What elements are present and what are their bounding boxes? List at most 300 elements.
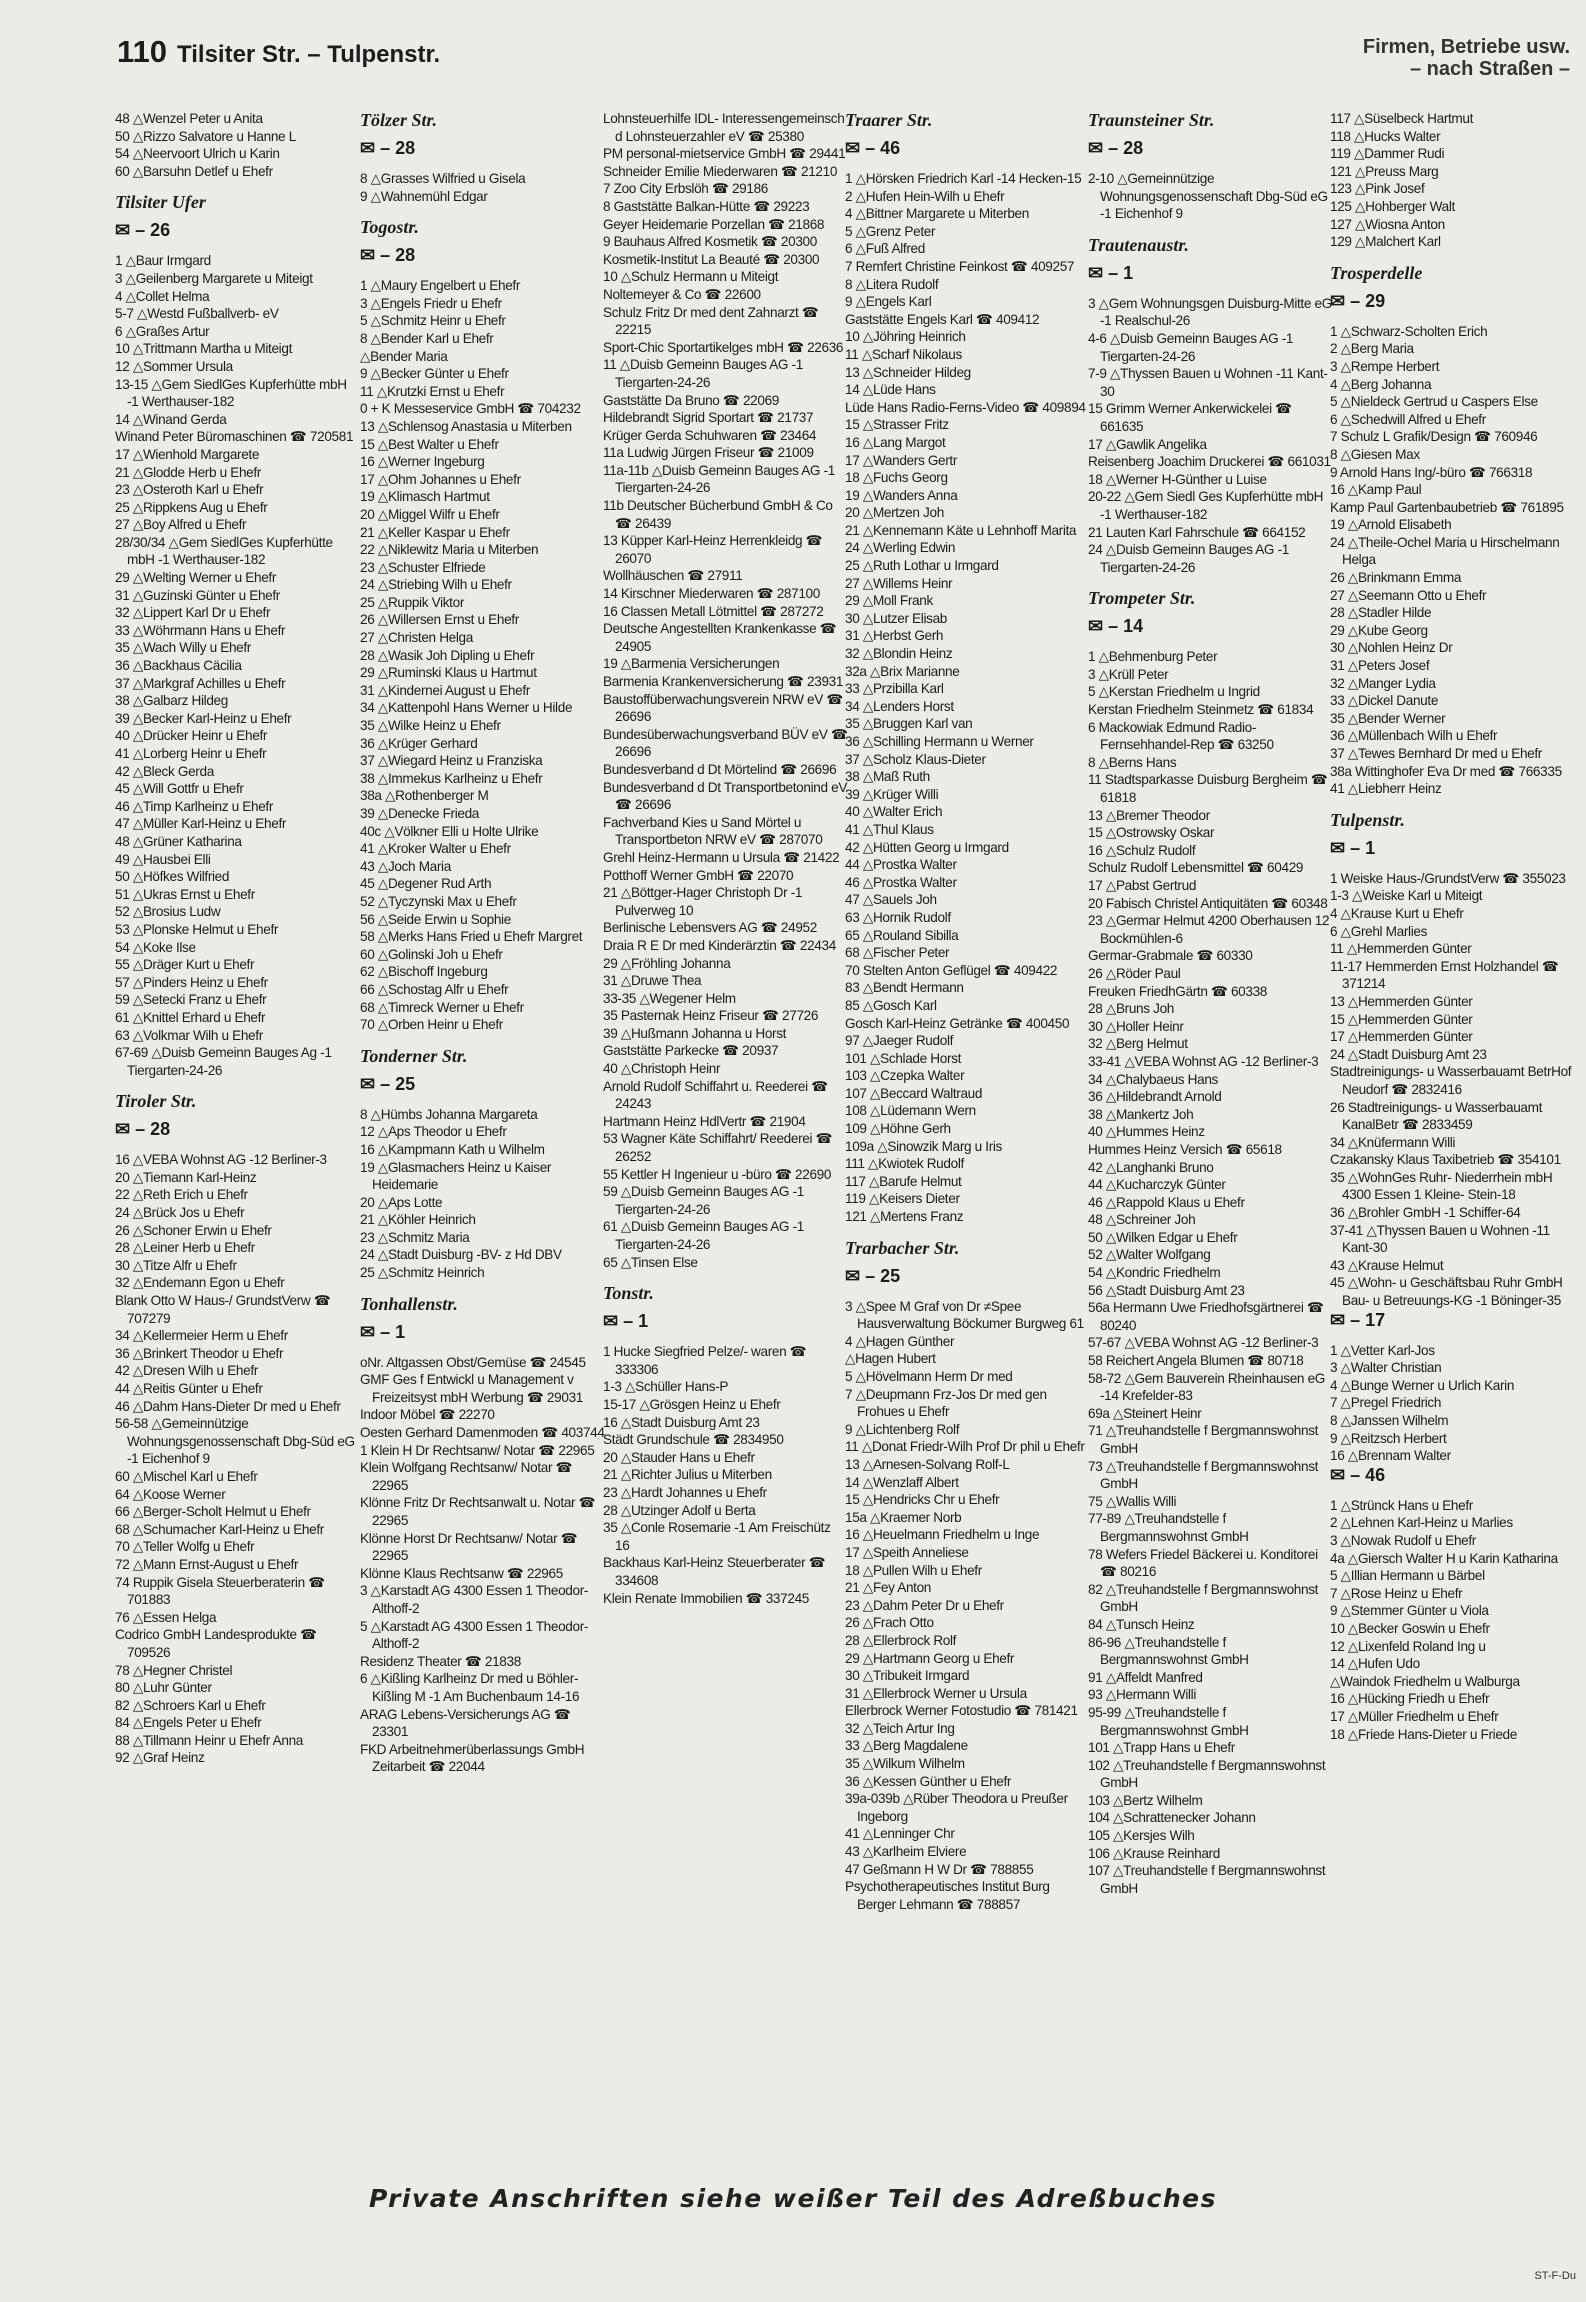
directory-entry: Geyer Heidemarie Porzellan ☎ 21868 (603, 216, 825, 232)
directory-entry: 32 △Lippert Karl Dr u Ehefr (115, 605, 271, 621)
directory-entry: 105 △Kersjes Wilh (1088, 1828, 1195, 1844)
directory-entry: 1 △Maury Engelbert u Ehefr (360, 278, 521, 294)
directory-entry: 8 △Hümbs Johanna Margareta (360, 1106, 538, 1122)
column-1 (115, 110, 360, 1767)
directory-entry: Deutsche Angestellten Krankenkasse ☎ 24905 (603, 621, 837, 654)
directory-entry: 11 △Krutzki Ernst u Ehefr (360, 383, 505, 399)
directory-entry: 36 △Backhaus Cäcilia (115, 658, 242, 674)
directory-entry: 76 △Essen Helga (115, 1609, 217, 1625)
directory-entry: Schneider Emilie Miederwaren ☎ 21210 (603, 163, 838, 179)
directory-entry: 30 △Nohlen Heinz Dr (1330, 640, 1453, 656)
directory-entry: 28 △Ellerbrock Rolf (845, 1632, 957, 1648)
section-heading (1363, 36, 1570, 80)
directory-entry: 48 △Grüner Katharina (115, 833, 242, 849)
directory-entry: 29 △Fröhling Johanna (603, 955, 731, 971)
directory-entry: 109 △Höhne Gerh (845, 1121, 951, 1137)
directory-entry: 24 △Brück Jos u Ehefr (115, 1205, 245, 1221)
directory-entry: 1 Hucke Siegfried Pelze/- waren ☎ 333306 (603, 1344, 807, 1377)
directory-entry: Barmenia Krankenversicherung ☎ 23931 (603, 674, 844, 689)
directory-entry: 101 △Schlade Horst (845, 1050, 961, 1066)
postal-district: ✉ – 46 (845, 138, 901, 158)
directory-entry: 38 △Mankertz Joh (1088, 1106, 1194, 1122)
directory-entry: 56 △Stadt Duisburg Amt 23 (1088, 1282, 1245, 1298)
directory-entry: 41 △Lorberg Heinr u Ehefr (115, 746, 267, 761)
directory-entry: 35 △WohnGes Ruhr- Niederrhein mbH 4300 Essen 1 Kleine- Stein-18 (1330, 1169, 1553, 1203)
street-name: Togostr. (360, 217, 419, 238)
directory-entry: 40 △Hummes Heinz (1088, 1124, 1205, 1140)
directory-entry: 32 △Manger Lydia (1330, 675, 1436, 691)
directory-entry: 73 △Treuhandstelle f Bergmannswohnst GmbH (1088, 1458, 1319, 1492)
postal-district: ✉ – 25 (845, 1265, 901, 1286)
directory-entry: Noltemeyer & Co ☎ 22600 (603, 286, 761, 302)
print-mark: ST-F-Du (1534, 2270, 1576, 2282)
directory-entry: 58 Reichert Angela Blumen ☎ 80718 (1088, 1353, 1304, 1369)
directory-entry: 37-41 △Thyssen Bauen u Wohnen -11 Kant-30 (1330, 1222, 1550, 1256)
directory-entry: 10 △Schulz Hermann u Miteigt (603, 269, 779, 285)
directory-entry: 11b Deutscher Bücherbund GmbH & Co ☎ 26439 (603, 498, 833, 531)
directory-entry: 38 △Immekus Karlheinz u Ehefr (360, 770, 543, 786)
directory-entry: 65 △Tinsen Else (603, 1254, 698, 1270)
directory-entry: 6 △Grehl Marlies (1330, 923, 1428, 939)
directory-entry: 2 △Berg Maria (1330, 341, 1414, 357)
directory-entry: 32 △Blondin Heinz (845, 646, 953, 662)
directory-entry: 14 Kirschner Miederwaren ☎ 287100 (603, 586, 820, 602)
directory-entry: 7 △Pregel Friedrich (1330, 1395, 1442, 1411)
directory-entry: 31 △Kindernei August u Ehefr (360, 682, 530, 698)
directory-entry: 34 △Kellermeier Herm u Ehefr (115, 1328, 288, 1344)
directory-entry: 20 △Mertzen Joh (845, 505, 944, 521)
postal-district: ✉ – 29 (1330, 290, 1386, 311)
directory-entry: 6 Mackowiak Edmund Radio- Fernsehhandel-Rep ☎ 63250 (1088, 719, 1274, 753)
postal-district: ✉ – 25 (360, 1073, 416, 1094)
postal-district: ✉ – 28 (115, 1119, 171, 1140)
directory-entry: 21 △Glodde Herb u Ehefr (115, 464, 261, 480)
directory-entry: 32 △Teich Artur Ing (845, 1720, 955, 1736)
directory-entry: 33-41 △VEBA Wohnst AG -12 Berliner-3 (1088, 1053, 1319, 1069)
column-3 (603, 110, 848, 1607)
street-name: Tonhallenstr. (360, 1293, 458, 1314)
directory-entry: 36 △Krüger Gerhard (360, 735, 478, 751)
directory-entry: 39 △Krüger Willi (845, 786, 939, 802)
directory-entry: 13 △Bremer Theodor (1088, 807, 1210, 823)
directory-entry: 31 △Guzinski Günter u Ehefr (115, 587, 280, 603)
directory-entry: 37 △Scholz Klaus-Dieter (845, 751, 986, 767)
directory-entry: 16 Classen Metall Lötmittel ☎ 287272 (603, 603, 824, 619)
directory-entry: Klönne Fritz Dr Rechtsanwalt u. Notar ☎ 22965 (360, 1495, 596, 1528)
directory-entry: 24 △Stadt Duisburg Amt 23 (1330, 1046, 1487, 1062)
directory-entry: 27 △Willems Heinr (845, 575, 953, 591)
directory-entry: 88 △Tillmann Heinr u Ehefr Anna (115, 1732, 304, 1748)
directory-entry: 20 Fabisch Christel Antiquitäten ☎ 60348 (1088, 895, 1328, 911)
street-name: Tonstr. (603, 1283, 654, 1304)
directory-entry: 3 △Krüll Peter (1088, 666, 1169, 682)
directory-entry: 71 △Treuhandstelle f Bergmannswohnst GmbH (1088, 1423, 1319, 1456)
directory-entry: 15 △Strasser Fritz (845, 417, 949, 433)
directory-entry: 53 △Plonske Helmut u Ehefr (115, 921, 279, 937)
directory-entry: 13 Küpper Karl-Heinz Herrenkleidg ☎ 26070 (603, 533, 823, 566)
directory-entry: 5 △Nieldeck Gertrud u Caspers Else (1330, 394, 1538, 410)
directory-entry: 1-3 △Weiske Karl u Miteigt (1330, 888, 1483, 904)
directory-entry: 24 △Werling Edwin (845, 540, 956, 556)
directory-entry: 26 △Schoner Erwin u Ehefr (115, 1222, 272, 1238)
directory-entry: 17 △Speith Anneliese (845, 1544, 969, 1560)
directory-entry: 1 △Hörsken Friedrich Karl -14 Hecken-15 (845, 171, 1082, 186)
directory-entry: 24 △Duisb Gemeinn Bauges AG -1 Tiergarten-24-26 (1088, 542, 1289, 575)
directory-entry: 26 △Röder Paul (1088, 965, 1181, 981)
directory-entry: 57-67 △VEBA Wohnst AG -12 Berliner-3 (1088, 1335, 1319, 1351)
directory-entry: Schulz Fritz Dr med dent Zahnarzt ☎ 22215 (603, 304, 819, 338)
directory-entry: 26 Stadtreinigungs- u Wasserbauamt KanalBetr ☎ 2833459 (1330, 1099, 1543, 1133)
directory-entry: 58 △Merks Hans Fried u Ehefr Margret (360, 929, 583, 945)
directory-entry: 35 △Wilkum Wilhelm (845, 1756, 965, 1772)
directory-entry: 4 △Berg Johanna (1330, 376, 1432, 392)
directory-entry: 77-89 △Treuhandstelle f Bergmannswohnst GmbH (1088, 1511, 1249, 1544)
directory-entry: 8 △Bender Karl u Ehefr (360, 330, 494, 346)
directory-entry: 117 △Barufe Helmut (845, 1173, 962, 1189)
directory-entry: 5 △Karstadt AG 4300 Essen 1 Theodor-Althoff-2 (360, 1618, 589, 1652)
directory-entry: 22 △Reth Erich u Ehefr (115, 1187, 248, 1203)
directory-entry: 17 △Müller Friedhelm u Ehefr (1330, 1708, 1499, 1724)
directory-entry: 33 △Przibilla Karl (845, 681, 944, 697)
directory-entry: 40c △Völkner Elli u Holte Ulrike (360, 823, 539, 839)
directory-entry: 34 △Lenders Horst (845, 698, 954, 714)
directory-entry: 9 △Lichtenberg Rolf (845, 1421, 960, 1437)
directory-entry: 32a △Brix Marianne (845, 663, 960, 679)
column-2 (360, 110, 605, 1776)
directory-entry: 20 △Tiemann Karl-Heinz (115, 1169, 257, 1185)
directory-entry: Draia R E Dr med Kinderärztin ☎ 22434 (603, 937, 836, 953)
directory-entry: 41 △Lenninger Chr (845, 1826, 955, 1842)
directory-entry: 42 △Bleck Gerda (115, 763, 214, 779)
directory-entry: 25 △Rippkens Aug u Ehefr (115, 499, 268, 515)
directory-entry: Klein Renate Immobilien ☎ 337245 (603, 1590, 809, 1606)
directory-entry: 29 △Hartmann Georg u Ehefr (845, 1650, 1015, 1666)
directory-entry: 72 △Mann Ernst-August u Ehefr (115, 1556, 299, 1572)
postal-district: ✉ – 46 (1330, 1464, 1386, 1485)
directory-entry: 6 △Kißling Karlheinz Dr med u Böhler-Kißling M -1 Am Buchenbaum 14-16 (360, 1671, 580, 1704)
directory-entry: 39 △Denecke Frieda (360, 806, 480, 821)
directory-entry: 8 △Janssen Wilhelm (1330, 1413, 1449, 1428)
directory-entry: 84 △Engels Peter u Ehefr (115, 1715, 262, 1731)
directory-entry: 7 Remfert Christine Feinkost ☎ 409257 (845, 258, 1075, 274)
directory-entry: 41 △Liebherr Heinz (1330, 781, 1442, 797)
directory-entry: 129 △Malchert Karl (1330, 234, 1441, 250)
directory-entry: 42 △Langhanki Bruno (1088, 1159, 1214, 1175)
directory-entry: 84 △Tunsch Heinz (1088, 1616, 1195, 1632)
directory-entry: Städt Grundschule ☎ 2834950 (603, 1432, 784, 1448)
directory-entry: 9 △Wahnemühl Edgar (360, 188, 488, 204)
directory-entry: 23 △Hardt Johannes u Ehefr (603, 1484, 767, 1500)
directory-entry: 13 △Arnesen-Solvang Rolf-L (845, 1456, 1010, 1472)
directory-entry: 36 △Brohler GmbH -1 Schiffer-64 (1330, 1205, 1521, 1221)
directory-entry: 3 △Karstadt AG 4300 Essen 1 Theodor-Althoff-2 (360, 1583, 589, 1616)
directory-entry: 43 △Joch Maria (360, 858, 451, 874)
directory-entry: 95-99 △Treuhandstelle f Bergmannswohnst GmbH (1088, 1704, 1249, 1738)
directory-entry: 75 △Wallis Willi (1088, 1493, 1177, 1509)
directory-entry: Kerstan Friedhelm Steinmetz ☎ 61834 (1088, 702, 1314, 718)
street-name: Tilsiter Ufer (115, 192, 206, 213)
directory-entry: 17 △Wanders Gertr (845, 452, 958, 468)
directory-entry: 1-3 △Schüller Hans-P (603, 1379, 729, 1395)
street-name: Trosperdelle (1330, 262, 1423, 283)
directory-entry: Schulz Rudolf Lebensmittel ☎ 60429 (1088, 860, 1304, 876)
column-6 (1330, 110, 1575, 1743)
directory-entry: 64 △Koose Werner (115, 1486, 226, 1502)
directory-entry: 33 △Berg Magdalene (845, 1738, 968, 1754)
directory-entry: 52 △Brosius Ludw (115, 904, 221, 920)
directory-entry: 60 △Barsuhn Detlef u Ehefr (115, 163, 273, 179)
directory-entry: 45 △Will Gottfr u Ehefr (115, 781, 244, 797)
directory-entry: 82 △Treuhandstelle f Bergmannswohnst GmbH (1088, 1581, 1319, 1615)
directory-entry: 21 △Keller Kaspar u Ehefr (360, 524, 510, 540)
directory-entry: 3 △Nowak Rudolf u Ehefr (1330, 1532, 1476, 1548)
directory-entry: 20 △Stauder Hans u Ehefr (603, 1449, 755, 1465)
directory-entry: Fachverband Kies u Sand Mörtel u Transportbeton NRW eV ☎ 287070 (603, 814, 823, 848)
directory-entry: 24 △Theile-Ochel Maria u Hirschelmann Helga (1330, 534, 1560, 568)
directory-entry: 12 △Sommer Ursula (115, 358, 233, 374)
directory-entry: oNr. Altgassen Obst/Gemüse ☎ 24545 (360, 1354, 586, 1370)
directory-entry: 63 △Volkmar Wilh u Ehefr (115, 1027, 263, 1043)
directory-entry: 44 △Prostka Walter (845, 857, 957, 873)
directory-entry: 25 △Schmitz Heinrich (360, 1265, 485, 1281)
directory-entry: Ellerbrock Werner Fotostudio ☎ 781421 (845, 1703, 1078, 1719)
directory-entry: 1 Klein H Dr Rechtsanw/ Notar ☎ 22965 (360, 1442, 595, 1458)
directory-entry: 48 △Wenzel Peter u Anita (115, 111, 263, 126)
directory-entry: 16 △Hücking Friedh u Ehefr (1330, 1691, 1490, 1707)
directory-entry: 61 △Duisb Gemeinn Bauges AG -1 Tiergarten-24-26 (603, 1219, 804, 1252)
directory-entry: 9 △Becker Günter u Ehefr (360, 366, 509, 382)
directory-entry: Indoor Möbel ☎ 22270 (360, 1407, 495, 1423)
street-name: Tölzer Str. (360, 110, 438, 130)
directory-entry: 19 △Wanders Anna (845, 487, 958, 503)
directory-entry: 19 △Arnold Elisabeth (1330, 517, 1452, 533)
directory-entry: 48 △Schreiner Joh (1088, 1212, 1196, 1228)
directory-entry: 27 △Seemann Otto u Ehefr (1330, 587, 1487, 603)
directory-entry: 65 △Rouland Sibilla (845, 927, 959, 943)
directory-entry: 35 △Wilke Heinz u Ehefr (360, 718, 501, 734)
directory-entry: 91 △Affeldt Manfred (1088, 1669, 1203, 1685)
directory-entry: Residenz Theater ☎ 21838 (360, 1653, 521, 1669)
directory-entry: Backhaus Karl-Heinz Steuerberater ☎ 334608 (603, 1555, 826, 1588)
directory-entry: 9 △Stemmer Günter u Viola (1330, 1603, 1489, 1619)
directory-entry: 54 △Neervoort Ulrich u Karin (115, 146, 280, 162)
directory-entry: 25 △Ruth Lothar u Irmgard (845, 558, 999, 574)
directory-entry: 11 △Donat Friedr-Wilh Prof Dr phil u Ehefr (845, 1439, 1085, 1455)
directory-entry: 26 △Frach Otto (845, 1615, 934, 1631)
directory-entry: 67-69 △Duisb Gemeinn Bauges Ag -1 Tiergarten-24-26 (115, 1045, 332, 1078)
directory-entry: Codrico GmbH Landesprodukte ☎ 709526 (115, 1627, 317, 1660)
directory-entry: 46 △Rappold Klaus u Ehefr (1088, 1194, 1245, 1210)
postal-district: ✉ – 28 (360, 245, 416, 266)
directory-entry: 47 △Sauels Joh (845, 892, 937, 908)
directory-entry: 118 △Hucks Walter (1330, 128, 1441, 144)
directory-entry: Gaststätte Parkecke ☎ 20937 (603, 1043, 779, 1059)
directory-entry: 54 △Kondric Friedhelm (1088, 1265, 1221, 1281)
directory-entry: 15-17 △Grösgen Heinz u Ehefr (603, 1396, 781, 1412)
directory-entry: 61 △Knittel Erhard u Ehefr (115, 1009, 266, 1025)
directory-entry: 13 △Schneider Hildeg (845, 364, 971, 380)
directory-entry: 46 △Dahm Hans-Dieter Dr med u Ehefr (115, 1398, 341, 1414)
directory-entry: 37 △Markgraf Achilles u Ehefr (115, 675, 286, 691)
directory-entry: 1 △Vetter Karl-Jos (1330, 1342, 1435, 1358)
postal-district: ✉ – 28 (1088, 138, 1144, 158)
directory-entry: △Hagen Hubert (845, 1351, 936, 1367)
directory-entry: 12 △Lixenfeld Roland Ing u (1330, 1638, 1486, 1654)
column-4 (845, 110, 1090, 1913)
directory-entry: 8 △Berns Hans (1088, 754, 1177, 770)
directory-entry: 119 △Dammer Rudi (1330, 146, 1445, 162)
street-name: Traunsteiner Str. (1088, 110, 1215, 130)
page-header (117, 34, 440, 70)
directory-entry: 101 △Trapp Hans u Ehefr (1088, 1740, 1235, 1756)
directory-entry: 3 △Geilenberg Margarete u Miteigt (115, 270, 313, 286)
directory-entry: 16 △Stadt Duisburg Amt 23 (603, 1414, 760, 1430)
directory-entry: 21 △Köhler Heinrich (360, 1212, 476, 1228)
directory-entry: Berlinische Lebensvers AG ☎ 24952 (603, 920, 817, 936)
directory-entry: GMF Ges f Entwickl u Management v Freizeitsyst mbH Werbung ☎ 29031 (360, 1372, 583, 1405)
directory-entry: Lohnsteuerhilfe IDL- Interessengemeinsch d Lohnsteuerzahler eV ☎ 25380 (603, 111, 845, 144)
directory-entry: 22 △Niklewitz Maria u Miterben (360, 542, 539, 558)
directory-entry: Czakansky Klaus Taxibetrieb ☎ 354101 (1330, 1152, 1561, 1168)
directory-entry: 21 △Böttger-Hager Christoph Dr -1 Pulverweg 10 (603, 885, 803, 918)
directory-entry: 45 △Degener Rud Arth (360, 876, 492, 892)
directory-entry: 83 △Bendt Hermann (845, 980, 964, 996)
directory-entry: 107 △Beccard Waltraud (845, 1085, 983, 1101)
directory-entry: 56-58 △Gemeinnützige Wohnungsgenossenschaft Dbg-Süd eG -1 Eichenhof 9 (115, 1416, 355, 1467)
directory-entry: 106 △Krause Reinhard (1088, 1845, 1220, 1861)
postal-district: ✉ – 14 (1088, 616, 1144, 637)
street-name: Trautenaustr. (1088, 234, 1189, 255)
directory-entry: 3 △Spee M Graf von Dr ≠Spee Hausverwaltung Böckumer Burgweg 61 (845, 1298, 1084, 1332)
directory-entry: 18 △Friede Hans-Dieter u Friede (1330, 1726, 1517, 1742)
directory-entry: 27 △Boy Alfred u Ehefr (115, 517, 247, 533)
directory-entry: 36 △Müllenbach Wilh u Ehefr (1330, 728, 1498, 744)
directory-entry: 46 △Prostka Walter (845, 874, 957, 890)
directory-entry: Baustoffüberwachungsverein NRW eV ☎ 26696 (603, 691, 843, 725)
directory-entry: 33 △Dickel Danute (1330, 693, 1439, 709)
directory-entry: 30 △Lutzer Elisab (845, 610, 947, 626)
directory-entry: 1 △Baur Irmgard (115, 253, 211, 269)
directory-entry: 43 △Krause Helmut (1330, 1257, 1444, 1273)
directory-entry: 52 △Tyczynski Max u Ehefr (360, 893, 517, 909)
directory-entry: 121 △Preuss Marg (1330, 163, 1439, 179)
directory-entry: 39 △Becker Karl-Heinz u Ehefr (115, 710, 292, 726)
directory-entry: 1 △Schwarz-Scholten Erich (1330, 323, 1488, 339)
directory-entry: 9 △Reitzsch Herbert (1330, 1430, 1447, 1446)
directory-entry: 78 △Hegner Christel (115, 1662, 233, 1678)
directory-entry: 6 △Fuß Alfred (845, 241, 925, 257)
directory-entry: 15 △Ostrowsky Oskar (1088, 825, 1215, 841)
directory-entry: 35 Pasternak Heinz Friseur ☎ 27726 (603, 1008, 819, 1024)
directory-entry: 103 △Bertz Wilhelm (1088, 1792, 1203, 1808)
directory-entry: 4a △Giersch Walter H u Karin Katharina (1330, 1550, 1558, 1566)
directory-entry: 28/30/34 △Gem SiedlGes Kupferhütte mbH -1 Werthauser-182 (115, 534, 333, 568)
directory-entry: Klönne Horst Dr Rechtsanw/ Notar ☎ 22965 (360, 1530, 578, 1564)
directory-entry: Kamp Paul Gartenbaubetrieb ☎ 761895 (1330, 499, 1564, 515)
directory-entry: Klein Wolfgang Rechtsanw/ Notar ☎ 22965 (360, 1460, 573, 1493)
directory-entry: 20 △Aps Lotte (360, 1194, 443, 1210)
directory-entry: 9 Bauhaus Alfred Kosmetik ☎ 20300 (603, 234, 817, 250)
directory-entry: 97 △Jaeger Rudolf (845, 1033, 954, 1049)
directory-entry: 19 △Barmenia Versicherungen (603, 656, 780, 672)
directory-entry: 52 △Walter Wolfgang (1088, 1247, 1211, 1263)
directory-entry: 9 △Engels Karl (845, 294, 932, 310)
postal-district: ✉ – 26 (115, 220, 171, 241)
directory-entry: 16 △Lang Margot (845, 434, 946, 450)
directory-entry: 41 △Kroker Walter u Ehefr (360, 841, 511, 857)
directory-entry: 16 △Kamp Paul (1330, 482, 1422, 498)
directory-entry: 23 △Dahm Peter Dr u Ehefr (845, 1597, 1004, 1613)
directory-entry: 36 △Schilling Hermann u Werner (845, 734, 1034, 749)
directory-entry: Wollhäuschen ☎ 27911 (603, 568, 743, 584)
directory-entry: 56a Hermann Uwe Friedhofsgärtnerei ☎ 80240 (1088, 1300, 1324, 1333)
directory-entry: 30 △Holler Heinr (1088, 1018, 1184, 1034)
directory-entry: 51 △Ukras Ernst u Ehefr (115, 886, 255, 902)
postal-district: ✉ – 1 (360, 1321, 406, 1342)
directory-entry: 8 Gaststätte Balkan-Hütte ☎ 29223 (603, 198, 810, 214)
postal-district: ✉ – 1 (1330, 837, 1376, 858)
directory-entry: 31 △Peters Josef (1330, 658, 1430, 674)
directory-entry: 109a △Sinowzik Marg u Iris (845, 1138, 1002, 1154)
directory-entry: 117 △Süselbeck Hartmut (1330, 111, 1474, 126)
directory-entry: 68 △Fischer Peter (845, 945, 950, 961)
directory-entry: ARAG Lebens-Versicherungs AG ☎ 23301 (360, 1706, 571, 1740)
directory-entry: Potthoff Werner GmbH ☎ 22070 (603, 867, 794, 883)
directory-entry: 23 △Schmitz Maria (360, 1229, 470, 1245)
directory-entry: △Bender Maria (360, 348, 448, 364)
directory-entry: Germar-Grabmale ☎ 60330 (1088, 948, 1253, 964)
directory-entry: 23 △Osteroth Karl u Ehefr (115, 482, 264, 498)
directory-entry: 26 △Brinkmann Emma (1330, 570, 1462, 586)
directory-entry: 68 △Timreck Werner u Ehefr (360, 999, 524, 1015)
directory-entry: 25 △Ruppik Viktor (360, 594, 464, 610)
directory-entry: 40 △Drücker Heinr u Ehefr (115, 728, 268, 744)
page-title: Tilsiter Str. – Tulpenstr. (177, 41, 441, 68)
directory-entry: 59 △Duisb Gemeinn Bauges AG -1 Tiergarten-24-26 (603, 1184, 804, 1217)
directory-entry: △Waindok Friedhelm u Walburga (1330, 1673, 1520, 1689)
postal-district: ✉ – 28 (360, 138, 416, 158)
directory-entry: 39a-039b △Rüber Theodora u Preußer Ingeborg (845, 1791, 1068, 1824)
directory-entry: 50 △Wilken Edgar u Ehefr (1088, 1229, 1238, 1245)
directory-entry: 119 △Keisers Dieter (845, 1191, 960, 1207)
directory-entry: 18 △Pullen Wilh u Ehefr (845, 1562, 982, 1578)
directory-entry: 35 △Conle Rosemarie -1 Am Freischütz 16 (603, 1520, 831, 1553)
directory-entry: 38a △Rothenberger M (360, 788, 489, 804)
directory-entry: 85 △Gosch Karl (845, 997, 937, 1013)
directory-entry: 46 △Timp Karlheinz u Ehefr (115, 798, 274, 814)
directory-entry: Winand Peter Büromaschinen ☎ 720581 (115, 429, 354, 445)
directory-entry: Gosch Karl-Heinz Getränke ☎ 400450 (845, 1015, 1070, 1031)
street-name: Trompeter Str. (1088, 588, 1196, 609)
directory-entry: 36 △Hildebrandt Arnold (1088, 1089, 1222, 1105)
directory-entry: 16 △Heuelmann Friedhelm u Inge (845, 1527, 1040, 1543)
directory-entry: 40 △Christoph Heinr (603, 1061, 721, 1077)
section-heading-line2: – nach Straßen – (1409, 58, 1570, 80)
directory-entry: 23 △Schuster Elfriede (360, 559, 486, 575)
directory-entry: 63 △Hornik Rudolf (845, 909, 951, 925)
directory-entry: 70 Stelten Anton Geflügel ☎ 409422 (845, 962, 1058, 978)
directory-entry: Grehl Heinz-Hermann u Ursula ☎ 21422 (603, 849, 840, 865)
directory-entry: 14 △Lüde Hans (845, 382, 936, 398)
directory-entry: 66 △Schostag Alfr u Ehefr (360, 981, 509, 997)
directory-entry: 30 △Tribukeit Irmgard (845, 1668, 970, 1684)
directory-entry: 23 △Germar Helmut 4200 Oberhausen 12 Bockmühlen-6 (1088, 913, 1330, 946)
directory-entry: 60 △Golinski Joh u Ehefr (360, 946, 503, 962)
directory-entry: 45 △Wohn- u Geschäftsbau Ruhr GmbH Bau- u Betreuungs-KG -1 Böninger-35 (1330, 1275, 1563, 1309)
directory-entry: 5 △Schmitz Heinr u Ehefr (360, 313, 506, 329)
directory-entry: 53 Wagner Käte Schiffahrt/ Reederei ☎ 26252 (603, 1131, 833, 1165)
directory-entry: 43 △Karlheim Elviere (845, 1844, 967, 1860)
